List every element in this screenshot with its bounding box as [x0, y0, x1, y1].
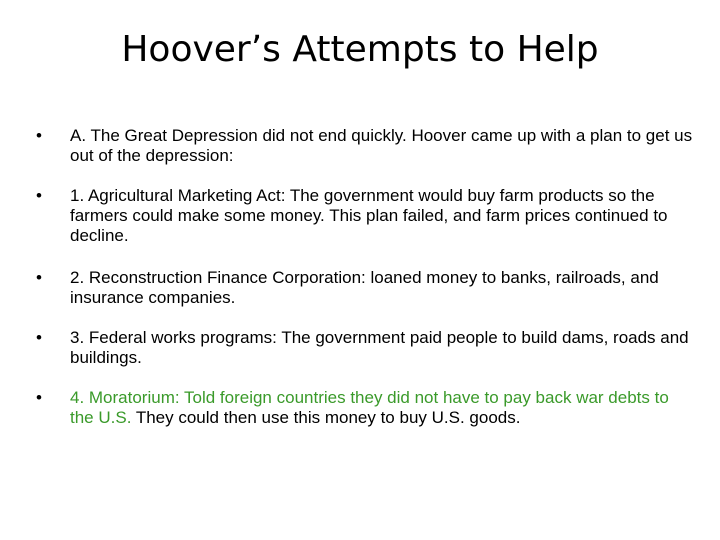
bullet-text: A. The Great Depression did not end quickly. Hoover came up with a plan to get us out of the depression:	[70, 126, 693, 165]
bullet-text-black: They could then use this money to buy U.S. goods.	[131, 408, 521, 427]
slide-title: Hoover’s Attempts to Help	[121, 29, 599, 70]
bullet-text: 3. Federal works programs: The government paid people to build dams, roads and buildings.	[70, 328, 689, 367]
bullet-item-1	[36, 186, 696, 246]
bullet-item-2	[36, 268, 696, 308]
bullet-item-a	[36, 126, 696, 166]
bullet-dot-icon: •	[36, 126, 42, 145]
bullet-text: 1. Agricultural Marketing Act: The government would buy farm products so the farmers could make some money. This plan failed, and farm prices continued to decline.	[70, 186, 668, 245]
bullet-dot-icon: •	[36, 186, 42, 205]
bullet-text-green: 4. Moratorium: Told foreign countries they did not have to pay back war debts to the U.S.	[70, 388, 669, 427]
bullet-list	[36, 126, 696, 448]
bullet-dot-icon: •	[36, 268, 42, 287]
bullet-item-3	[36, 328, 696, 368]
bullet-text: 2. Reconstruction Finance Corporation: loaned money to banks, railroads, and insurance companies.	[70, 268, 659, 307]
bullet-dot-icon: •	[36, 388, 42, 407]
bullet-item-4	[36, 388, 696, 428]
bullet-dot-icon: •	[36, 328, 42, 347]
